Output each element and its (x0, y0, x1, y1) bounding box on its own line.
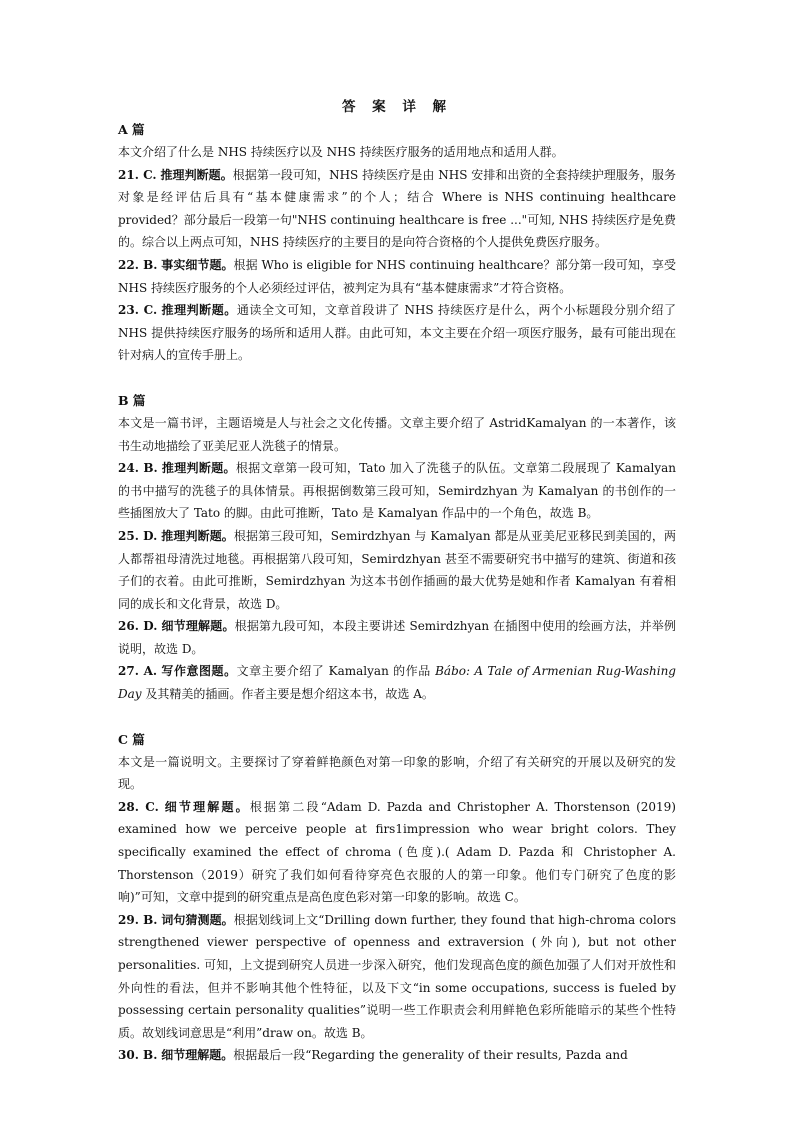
answer-item (118, 254, 676, 299)
section-intro: 本文是一篇说明文。主要探讨了穿着鲜艳颜色对第一印象的影响，介绍了有关研究的开展以及研究的发现。 (118, 754, 676, 792)
answer-item (118, 796, 676, 909)
answer-item (118, 909, 676, 1045)
section-c (118, 728, 676, 1067)
answer-label: 21. C. (118, 167, 157, 182)
answer-item (118, 1044, 676, 1067)
question-type: 词句猜测题。 (161, 912, 234, 927)
answer-text: 根据第三段可知，Semirdzhyan 与 Kamalyan 都是从亚美尼亚移民到美国的，两人都帮祖母清洗过地毯。再根据第八段可知，Semirdzhyan 甚至不需要研究书中描写的建筑、街道和孩子们的衣着。由此可推断，Semirdzhyan 为这本书创作插画的最大优势是她和作者 Kamalyan 有着相同的成长和文化背景，故选 D。 (118, 528, 676, 611)
answer-item (118, 299, 676, 367)
answer-label: 28. C. (118, 799, 159, 814)
question-type: 细节理解题。 (164, 799, 250, 814)
section-a (118, 118, 676, 367)
section-spacer (118, 706, 676, 728)
answer-key-page (118, 96, 676, 1067)
answer-item (118, 164, 676, 254)
answer-text: 根据划线词上文“Drilling down further, they found that high-chroma colors strengthened viewer perspective of openness and extraversion (外向), but not other personalities. 可知，上文提到研究人员进一步深入研究，他们发现高色度的颜色加强了人们对开放性和外向性的看法，但并不影响其他个性特征，以及下文“in some occupations, success is fueled by possessing certain personality qualities”说明一些工作职责会利用鲜艳色彩所能暗示的某些个性特质。故划线词意思是“利用”draw on。故选 B。 (118, 912, 676, 1040)
answer-item (118, 660, 676, 705)
section-spacer (118, 367, 676, 389)
answer-label: 25. D. (118, 528, 158, 543)
answer-label: 30. B. (118, 1048, 158, 1063)
section-b (118, 389, 676, 706)
answer-label: 22. B. (118, 257, 158, 272)
question-type: 推理判断题。 (161, 303, 237, 318)
answer-text: 根据第九段可知，本段主要讲述 Semirdzhyan 在插图中使用的绘画方法，并举例说明，故选 D。 (118, 619, 676, 656)
answer-text: 根据第一段可知，NHS 持续医疗是由 NHS 安排和出资的全套持续护理服务，服务对象是经评估后具有“基本健康需求”的个人；结合 Where is NHS continuing healthcare provided？部分最后一段第一句"NHS continuing healthcare is free ..."可知, NHS 持续医疗是免费的。综合以上两点可知，NHS 持续医疗的主要目的是向符合资格的个人提供免费医疗服务。 (118, 167, 676, 250)
answer-text: 通读全文可知，文章首段讲了 NHS 持续医疗是什么，两个小标题段分别介绍了 NHS 提供持续医疗服务的场所和适用人群。由此可知，本文主要在介绍一项医疗服务，最有可能出现在针对病人的宣传手册上。 (118, 303, 676, 363)
section-heading: B 篇 (118, 392, 146, 408)
answer-item (118, 525, 676, 615)
question-type: 事实细节题。 (161, 257, 234, 272)
answer-label: 24. B. (118, 461, 158, 476)
question-type: 细节理解题。 (161, 619, 235, 634)
question-type: 推理判断题。 (161, 461, 236, 476)
question-type: 推理判断题。 (160, 167, 233, 182)
answer-text: 根据 Who is eligible for NHS continuing healthcare？部分第一段可知，享受 NHS 持续医疗服务的个人必须经过评估，被判定为具有“基本健康需求”才符合资格。 (118, 257, 676, 295)
question-type: 推理判断题。 (161, 528, 234, 543)
answer-label: 29. B. (118, 912, 158, 927)
answer-text: 根据第二段“Adam D. Pazda and Christopher A. Thorstenson (2019) examined how we perceive people at firs1impression who wear bright colors. They specifically examined the effect of chroma (色度).( Adam D. Pazda 和 Christopher A. Thorstenson（2019）研究了我们如何看待穿亮色衣服的人的第一印象。他们专门研究了色度的影响)”可知，文章中提到的研究重点是高色度色彩对第一印象的影响。故选 C。 (118, 799, 676, 905)
answer-label: 27. A. (118, 664, 158, 679)
question-type: 写作意图题。 (161, 664, 237, 679)
answer-label: 23. C. (118, 303, 158, 318)
page-title: 答 案 详 解 (341, 99, 453, 115)
answer-item (118, 457, 676, 525)
answer-item (118, 615, 676, 660)
answer-text: 根据最后一段“Regarding the generality of their results, Pazda and (233, 1048, 628, 1063)
answer-text: 根据文章第一段可知，Tato 加入了洗毯子的队伍。文章第二段展现了 Kamalyan 的书中描写的洗毯子的具体情景。再根据倒数第三段可知，Semirdzhyan 为 Kamalyan 的书创作的一些插图放大了 Tato 的脚。由此可推断，Tato 是 Kamalyan 作品中的一个角色，故选 B。 (118, 461, 676, 521)
section-intro: 本文是一篇书评，主题语境是人与社会之文化传播。文章主要介绍了 AstridKamalyan 的一本著作，该书生动地描绘了亚美尼亚人洗毯子的情景。 (118, 415, 676, 453)
section-intro: 本文介绍了什么是 NHS 持续医疗以及 NHS 持续医疗服务的适用地点和适用人群。 (118, 145, 564, 159)
question-type: 细节理解题。 (161, 1048, 234, 1063)
answer-label: 26. D. (118, 619, 158, 634)
answer-text: 及其精美的插画。作者主要是想介绍这本书，故选 A。 (141, 687, 434, 702)
section-heading: C 篇 (118, 731, 145, 747)
answer-text: 文章主要介绍了 Kamalyan 的作品 (236, 664, 436, 679)
section-heading: A 篇 (118, 122, 145, 137)
book-title: Bábo: A Tale of Armenian Rug-Washing Day (118, 664, 676, 702)
